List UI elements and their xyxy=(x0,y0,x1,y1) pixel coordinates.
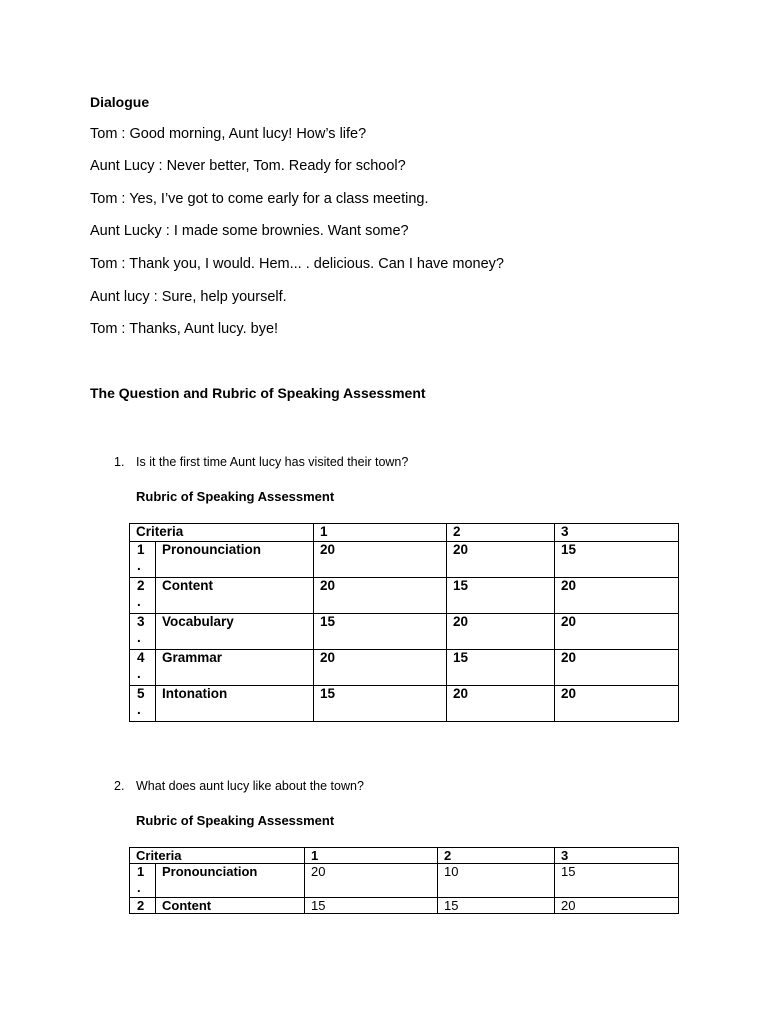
table-row xyxy=(130,578,679,614)
row-number-cell xyxy=(130,898,156,914)
row-number-cell xyxy=(130,542,156,578)
dialogue-line: Tom : Yes, I’ve got to come early for a class meeting. xyxy=(90,191,429,207)
rubric-table xyxy=(129,523,679,722)
score-cell: 20 xyxy=(447,614,555,650)
score-cell: 15 xyxy=(555,542,679,578)
header-criteria: Criteria xyxy=(130,524,314,542)
score-cell: 10 xyxy=(438,864,555,898)
header-score-3: 3 xyxy=(555,524,679,542)
table-row xyxy=(130,614,679,650)
header-score-1: 1 xyxy=(305,848,438,864)
dialogue-line: Tom : Good morning, Aunt lucy! How’s life? xyxy=(90,126,367,142)
row-number: 4 xyxy=(137,650,145,665)
criterion-cell: Pronounciation xyxy=(156,864,305,898)
question-text: What does aunt lucy like about the town? xyxy=(136,779,364,793)
header-score-1: 1 xyxy=(314,524,447,542)
row-number-dot: . xyxy=(137,594,141,609)
score-cell: 15 xyxy=(305,898,438,914)
table-row xyxy=(130,898,679,914)
header-criteria: Criteria xyxy=(130,848,305,864)
score-cell: 15 xyxy=(314,614,447,650)
score-cell: 15 xyxy=(447,578,555,614)
criterion-cell: Pronounciation xyxy=(156,542,314,578)
rubric-title: Rubric of Speaking Assessment xyxy=(136,489,335,504)
table-header-row xyxy=(130,524,679,542)
score-cell: 20 xyxy=(555,650,679,686)
score-cell: 15 xyxy=(438,898,555,914)
row-number: 1 xyxy=(137,542,145,557)
score-cell: 20 xyxy=(555,686,679,722)
header-score-3: 3 xyxy=(555,848,679,864)
row-number-dot: . xyxy=(137,558,141,573)
criterion-cell: Vocabulary xyxy=(156,614,314,650)
score-cell: 20 xyxy=(555,898,679,914)
row-number: 2 xyxy=(137,578,145,593)
row-number-dot: . xyxy=(137,666,141,681)
row-number-cell xyxy=(130,650,156,686)
score-cell: 20 xyxy=(447,686,555,722)
header-score-2: 2 xyxy=(438,848,555,864)
row-number-dot: . xyxy=(137,880,141,895)
dialogue-line: Tom : Thanks, Aunt lucy. bye! xyxy=(90,321,279,337)
score-cell: 20 xyxy=(314,542,447,578)
score-cell: 20 xyxy=(314,650,447,686)
table-header-row xyxy=(130,848,679,864)
question-number: 2. xyxy=(114,779,125,793)
score-cell: 20 xyxy=(314,578,447,614)
score-cell: 20 xyxy=(447,542,555,578)
table-row xyxy=(130,650,679,686)
score-cell: 15 xyxy=(555,864,679,898)
criterion-cell: Grammar xyxy=(156,650,314,686)
question-number: 1. xyxy=(114,455,125,469)
table-row xyxy=(130,542,679,578)
score-cell: 15 xyxy=(447,650,555,686)
row-number-dot: . xyxy=(137,702,141,717)
score-cell: 15 xyxy=(314,686,447,722)
table-row xyxy=(130,686,679,722)
row-number: 5 xyxy=(137,686,145,701)
rubric-table xyxy=(129,847,679,914)
dialogue-heading: Dialogue xyxy=(90,94,150,110)
row-number-cell xyxy=(130,864,156,898)
table-row xyxy=(130,864,679,898)
dialogue-line: Tom : Thank you, I would. Hem... . delicious. Can I have money? xyxy=(90,256,504,272)
row-number: 2 xyxy=(137,898,145,913)
dialogue-line: Aunt Lucy : Never better, Tom. Ready for school? xyxy=(90,158,406,174)
score-cell: 20 xyxy=(555,578,679,614)
criterion-cell: Content xyxy=(156,578,314,614)
row-number: 3 xyxy=(137,614,145,629)
section-heading: The Question and Rubric of Speaking Assessment xyxy=(90,385,426,401)
row-number-cell xyxy=(130,686,156,722)
row-number-cell xyxy=(130,578,156,614)
dialogue-line: Aunt Lucky : I made some brownies. Want some? xyxy=(90,223,409,239)
row-number-dot: . xyxy=(137,630,141,645)
question-text: Is it the first time Aunt lucy has visited their town? xyxy=(136,455,409,469)
row-number: 1 xyxy=(137,864,145,879)
score-cell: 20 xyxy=(305,864,438,898)
criterion-cell: Content xyxy=(156,898,305,914)
score-cell: 20 xyxy=(555,614,679,650)
rubric-title: Rubric of Speaking Assessment xyxy=(136,813,335,828)
dialogue-line: Aunt lucy : Sure, help yourself. xyxy=(90,289,287,305)
criterion-cell: Intonation xyxy=(156,686,314,722)
header-score-2: 2 xyxy=(447,524,555,542)
row-number-cell xyxy=(130,614,156,650)
